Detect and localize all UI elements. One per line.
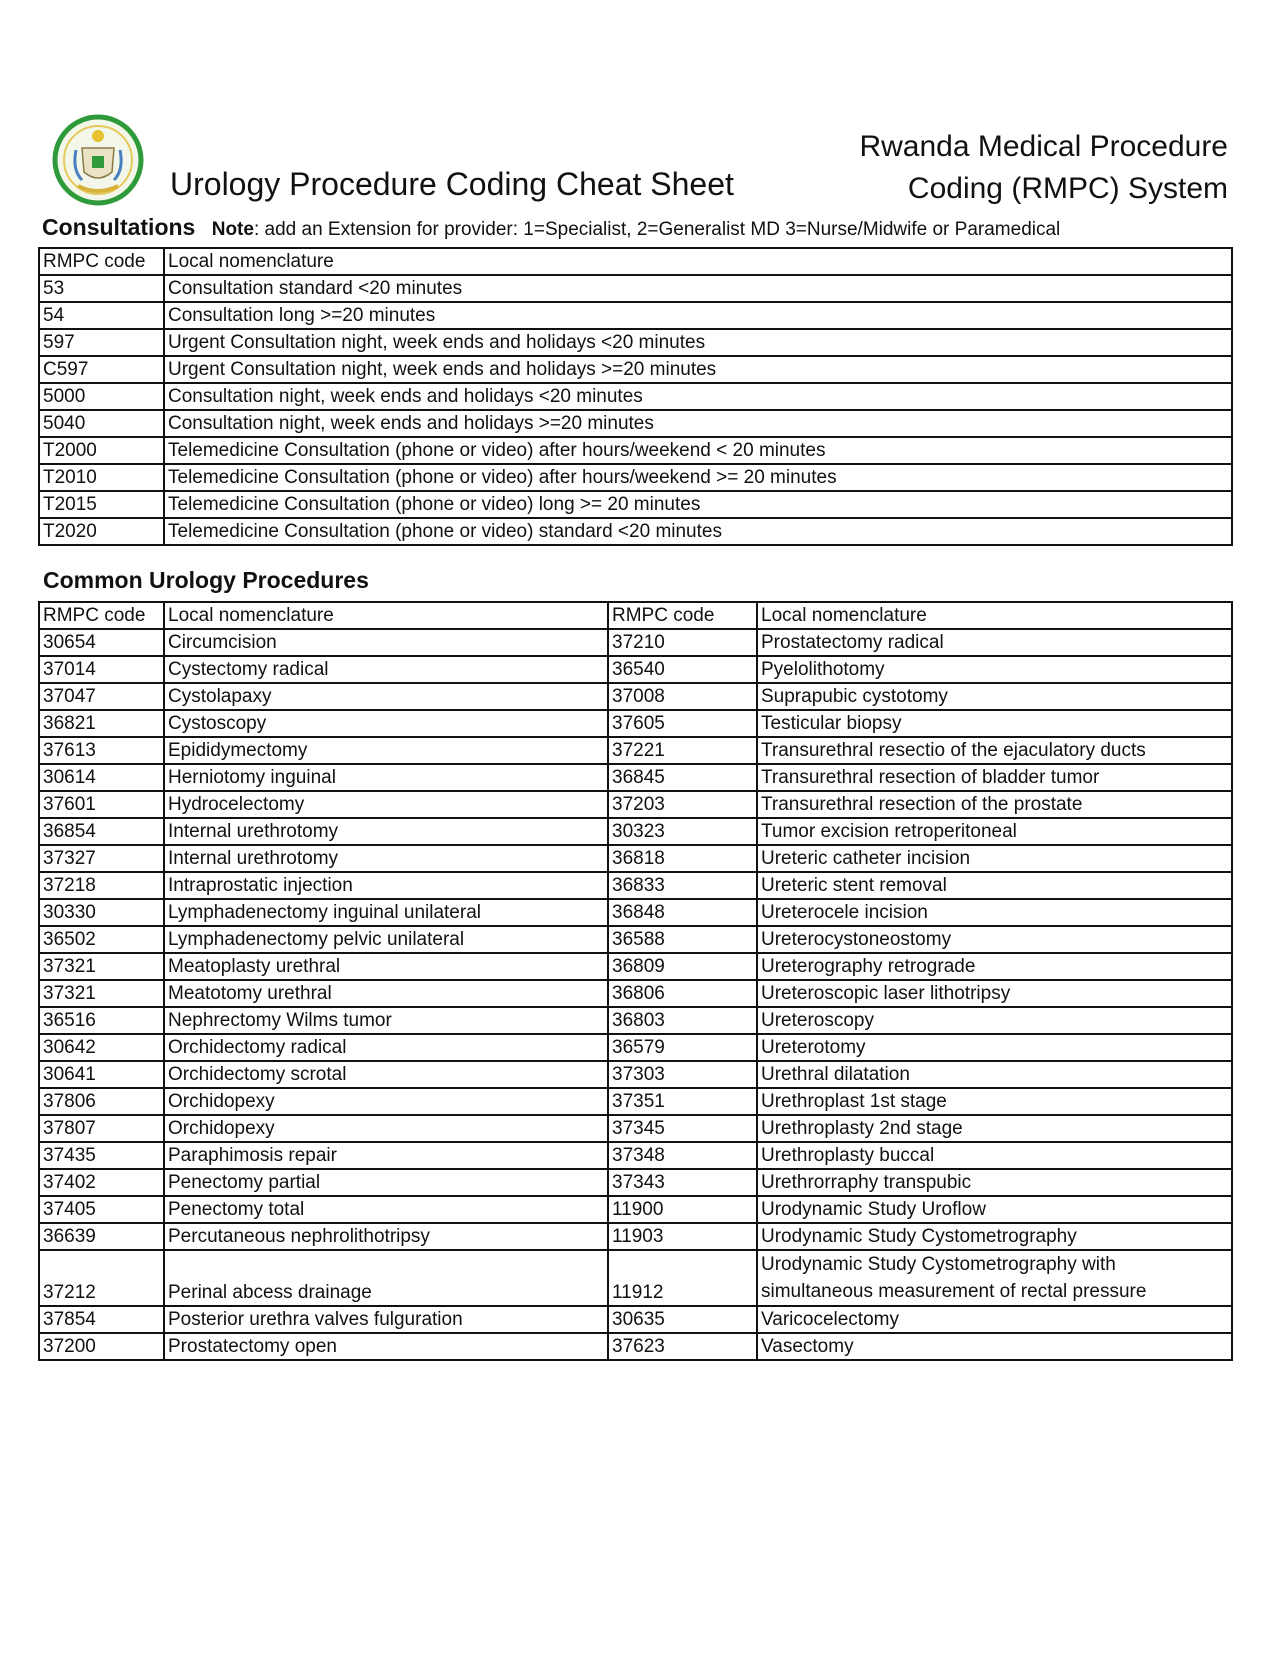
rmpc-code-cell: 36848	[608, 899, 757, 926]
rmpc-code-cell: 37203	[608, 791, 757, 818]
system-name-line2: Coding (RMPC) System	[907, 172, 1228, 205]
nomenclature-cell: Meatotomy urethral	[164, 980, 608, 1007]
nomenclature-cell: Pyelolithotomy	[757, 656, 1232, 683]
nomenclature-cell: Percutaneous nephrolithotripsy	[164, 1223, 608, 1250]
provider-extension-note	[212, 219, 1061, 240]
nomenclature-cell: Orchidopexy	[164, 1115, 608, 1142]
nomenclature-cell: Prostatectomy radical	[757, 629, 1232, 656]
nomenclature-cell: Hydrocelectomy	[164, 791, 608, 818]
table-row	[39, 953, 1232, 980]
nomenclature-cell: Urodynamic Study Uroflow	[757, 1196, 1232, 1223]
table-row	[39, 1007, 1232, 1034]
rmpc-code-cell: 37613	[39, 737, 164, 764]
nomenclature-cell: Consultation standard <20 minutes	[164, 275, 1232, 302]
nomenclature-cell: Urgent Consultation night, week ends and holidays >=20 minutes	[164, 356, 1232, 383]
rmpc-code-cell: 37807	[39, 1115, 164, 1142]
table-row	[39, 764, 1232, 791]
nomenclature-cell: Telemedicine Consultation (phone or video) after hours/weekend < 20 minutes	[164, 437, 1232, 464]
table-row	[39, 629, 1232, 656]
nomenclature-cell: Circumcision	[164, 629, 608, 656]
rmpc-code-cell: 36854	[39, 818, 164, 845]
rmpc-code-cell: 37321	[39, 953, 164, 980]
rmpc-code-cell: 37623	[608, 1333, 757, 1360]
nomenclature-cell: Cystoscopy	[164, 710, 608, 737]
nomenclature-cell: Urethroplast 1st stage	[757, 1088, 1232, 1115]
nomenclature-cell: Ureterocystoneostomy	[757, 926, 1232, 953]
table-row	[39, 656, 1232, 683]
consultations-heading	[42, 214, 1060, 241]
rmpc-code-cell: C597	[39, 356, 164, 383]
rmpc-code-cell: 36588	[608, 926, 757, 953]
nomenclature-cell: Transurethral resectio of the ejaculatory ducts	[757, 737, 1232, 764]
nomenclature-cell: Telemedicine Consultation (phone or video) after hours/weekend >= 20 minutes	[164, 464, 1232, 491]
note-label: Note	[211, 219, 254, 240]
table-row	[39, 302, 1232, 329]
rmpc-code-cell: 37854	[39, 1306, 164, 1333]
rmpc-code-cell: 37212	[39, 1250, 164, 1306]
nomenclature-cell: Vasectomy	[757, 1333, 1232, 1360]
table-row	[39, 737, 1232, 764]
system-name-line1: Rwanda Medical Procedure	[859, 130, 1228, 163]
nomenclature-cell: Herniotomy inguinal	[164, 764, 608, 791]
table-row	[39, 383, 1232, 410]
rmpc-code-cell: 37405	[39, 1196, 164, 1223]
rmpc-code-cell: 37327	[39, 845, 164, 872]
rmpc-code-cell: 36821	[39, 710, 164, 737]
rmpc-code-cell: 37605	[608, 710, 757, 737]
table-row	[39, 710, 1232, 737]
rmpc-code-cell: 36502	[39, 926, 164, 953]
rmpc-code-cell: T2010	[39, 464, 164, 491]
rmpc-code-cell: 597	[39, 329, 164, 356]
rmpc-code-cell: 37343	[608, 1169, 757, 1196]
rmpc-code-cell: 11900	[608, 1196, 757, 1223]
page-title: Urology Procedure Coding Cheat Sheet	[170, 166, 734, 202]
rmpc-code-cell: 5040	[39, 410, 164, 437]
rmpc-code-cell: 30635	[608, 1306, 757, 1333]
nomenclature-cell: Ureteroscopy	[757, 1007, 1232, 1034]
nomenclature-cell: Testicular biopsy	[757, 710, 1232, 737]
table-row	[39, 518, 1232, 545]
table-row	[39, 410, 1232, 437]
table-header-row	[39, 248, 1232, 275]
column-header: RMPC code	[39, 602, 164, 629]
table-row	[39, 818, 1232, 845]
column-header: Local nomenclature	[164, 248, 1232, 275]
column-header: RMPC code	[608, 602, 757, 629]
nomenclature-cell: Nephrectomy Wilms tumor	[164, 1007, 608, 1034]
table-row	[39, 980, 1232, 1007]
rmpc-code-cell: 37601	[39, 791, 164, 818]
table-row	[39, 845, 1232, 872]
rmpc-code-cell: 36516	[39, 1007, 164, 1034]
nomenclature-cell: Ureterography retrograde	[757, 953, 1232, 980]
rmpc-code-cell: 53	[39, 275, 164, 302]
rmpc-code-cell: T2020	[39, 518, 164, 545]
table-header-row	[39, 602, 1232, 629]
rmpc-code-cell: 37047	[39, 683, 164, 710]
rmpc-code-cell: 11912	[608, 1250, 757, 1306]
column-header: Local nomenclature	[164, 602, 608, 629]
nomenclature-cell: Paraphimosis repair	[164, 1142, 608, 1169]
consultations-table	[38, 247, 1233, 546]
nomenclature-cell: Prostatectomy open	[164, 1333, 608, 1360]
rmpc-code-cell: 37221	[608, 737, 757, 764]
rmpc-code-cell: 36806	[608, 980, 757, 1007]
consultations-heading-title: Consultations	[42, 214, 196, 240]
table-row	[39, 437, 1232, 464]
rmpc-code-cell: 37321	[39, 980, 164, 1007]
nomenclature-cell: Consultation night, week ends and holidays >=20 minutes	[164, 410, 1232, 437]
nomenclature-cell: Suprapubic cystotomy	[757, 683, 1232, 710]
rmpc-code-cell: 37435	[39, 1142, 164, 1169]
nomenclature-cell: Telemedicine Consultation (phone or video) long >= 20 minutes	[164, 491, 1232, 518]
nomenclature-cell: Consultation night, week ends and holidays <20 minutes	[164, 383, 1232, 410]
rmpc-code-cell: 36809	[608, 953, 757, 980]
rmpc-code-cell: 30641	[39, 1061, 164, 1088]
table-row	[39, 1333, 1232, 1360]
rmpc-code-cell: 37218	[39, 872, 164, 899]
table-row	[39, 872, 1232, 899]
nomenclature-cell: Transurethral resection of bladder tumor	[757, 764, 1232, 791]
procedures-heading: Common Urology Procedures	[43, 567, 369, 593]
nomenclature-cell: Ureteric catheter incision	[757, 845, 1232, 872]
nomenclature-cell: Urethroplasty buccal	[757, 1142, 1232, 1169]
nomenclature-cell: Perinal abcess drainage	[164, 1250, 608, 1306]
table-row	[39, 491, 1232, 518]
nomenclature-cell: Intraprostatic injection	[164, 872, 608, 899]
rmpc-code-cell: 36833	[608, 872, 757, 899]
rmpc-code-cell: 36540	[608, 656, 757, 683]
rmpc-code-cell: 36803	[608, 1007, 757, 1034]
table-row	[39, 1061, 1232, 1088]
rmpc-code-cell: 37008	[608, 683, 757, 710]
nomenclature-cell: Ureterocele incision	[757, 899, 1232, 926]
rmpc-code-cell: 36845	[608, 764, 757, 791]
nomenclature-cell: Cystolapaxy	[164, 683, 608, 710]
nomenclature-cell: Urethrorraphy transpubic	[757, 1169, 1232, 1196]
procedures-table	[38, 601, 1233, 1361]
table-row	[39, 791, 1232, 818]
nomenclature-cell: Ureterotomy	[757, 1034, 1232, 1061]
nomenclature-cell: Orchidectomy scrotal	[164, 1061, 608, 1088]
table-row	[39, 356, 1232, 383]
table-row	[39, 1223, 1232, 1250]
nomenclature-cell: Lymphadenectomy inguinal unilateral	[164, 899, 608, 926]
table-row	[39, 1115, 1232, 1142]
rmpc-code-cell: 37200	[39, 1333, 164, 1360]
table-row	[39, 1088, 1232, 1115]
rmpc-code-cell: 30614	[39, 764, 164, 791]
column-header: Local nomenclature	[757, 602, 1232, 629]
rmpc-code-cell: 37014	[39, 656, 164, 683]
nomenclature-cell: Penectomy partial	[164, 1169, 608, 1196]
table-row	[39, 464, 1232, 491]
system-name	[859, 126, 1228, 210]
nomenclature-cell: Cystectomy radical	[164, 656, 608, 683]
nomenclature-cell: Meatoplasty urethral	[164, 953, 608, 980]
rwanda-coat-of-arms-icon	[52, 114, 144, 206]
nomenclature-cell: Urodynamic Study Cystometrography with simultaneous measurement of rectal pressure	[757, 1250, 1232, 1306]
nomenclature-cell: Internal urethrotomy	[164, 818, 608, 845]
nomenclature-cell: Ureteroscopic laser lithotripsy	[757, 980, 1232, 1007]
rmpc-code-cell: 37351	[608, 1088, 757, 1115]
rmpc-code-cell: 36639	[39, 1223, 164, 1250]
rmpc-code-cell: 37402	[39, 1169, 164, 1196]
table-row	[39, 1169, 1232, 1196]
table-row	[39, 1196, 1232, 1223]
table-row	[39, 275, 1232, 302]
column-header: RMPC code	[39, 248, 164, 275]
nomenclature-cell: Epididymectomy	[164, 737, 608, 764]
table-row	[39, 1306, 1232, 1333]
nomenclature-cell: Varicocelectomy	[757, 1306, 1232, 1333]
rmpc-code-cell: 37806	[39, 1088, 164, 1115]
nomenclature-cell: Posterior urethra valves fulguration	[164, 1306, 608, 1333]
rmpc-code-cell: 37348	[608, 1142, 757, 1169]
table-row	[39, 899, 1232, 926]
rmpc-code-cell: 54	[39, 302, 164, 329]
rmpc-code-cell: 36818	[608, 845, 757, 872]
nomenclature-cell: Consultation long >=20 minutes	[164, 302, 1232, 329]
rmpc-code-cell: 37345	[608, 1115, 757, 1142]
rmpc-code-cell: 5000	[39, 383, 164, 410]
nomenclature-cell: Tumor excision retroperitoneal	[757, 818, 1232, 845]
nomenclature-cell: Orchidopexy	[164, 1088, 608, 1115]
rmpc-code-cell: 30323	[608, 818, 757, 845]
rmpc-code-cell: T2015	[39, 491, 164, 518]
nomenclature-cell: Penectomy total	[164, 1196, 608, 1223]
rmpc-code-cell: 37210	[608, 629, 757, 656]
nomenclature-cell: Urethral dilatation	[757, 1061, 1232, 1088]
nomenclature-cell: Orchidectomy radical	[164, 1034, 608, 1061]
table-row	[39, 1034, 1232, 1061]
nomenclature-cell: Transurethral resection of the prostate	[757, 791, 1232, 818]
nomenclature-cell: Internal urethrotomy	[164, 845, 608, 872]
nomenclature-cell: Lymphadenectomy pelvic unilateral	[164, 926, 608, 953]
rmpc-code-cell: 36579	[608, 1034, 757, 1061]
table-row	[39, 1250, 1232, 1306]
nomenclature-cell: Telemedicine Consultation (phone or video) standard <20 minutes	[164, 518, 1232, 545]
nomenclature-cell: Urethroplasty 2nd stage	[757, 1115, 1232, 1142]
rmpc-code-cell: T2000	[39, 437, 164, 464]
table-row	[39, 1142, 1232, 1169]
note-text: : add an Extension for provider: 1=Specialist, 2=Generalist MD 3=Nurse/Midwife or Paramedical	[253, 219, 1061, 240]
rmpc-code-cell: 30654	[39, 629, 164, 656]
rmpc-code-cell: 30330	[39, 899, 164, 926]
nomenclature-cell: Urgent Consultation night, week ends and holidays <20 minutes	[164, 329, 1232, 356]
rmpc-code-cell: 11903	[608, 1223, 757, 1250]
table-row	[39, 329, 1232, 356]
rmpc-code-cell: 37303	[608, 1061, 757, 1088]
nomenclature-cell: Urodynamic Study Cystometrography	[757, 1223, 1232, 1250]
table-row	[39, 683, 1232, 710]
table-row	[39, 926, 1232, 953]
nomenclature-cell: Ureteric stent removal	[757, 872, 1232, 899]
rmpc-code-cell: 30642	[39, 1034, 164, 1061]
